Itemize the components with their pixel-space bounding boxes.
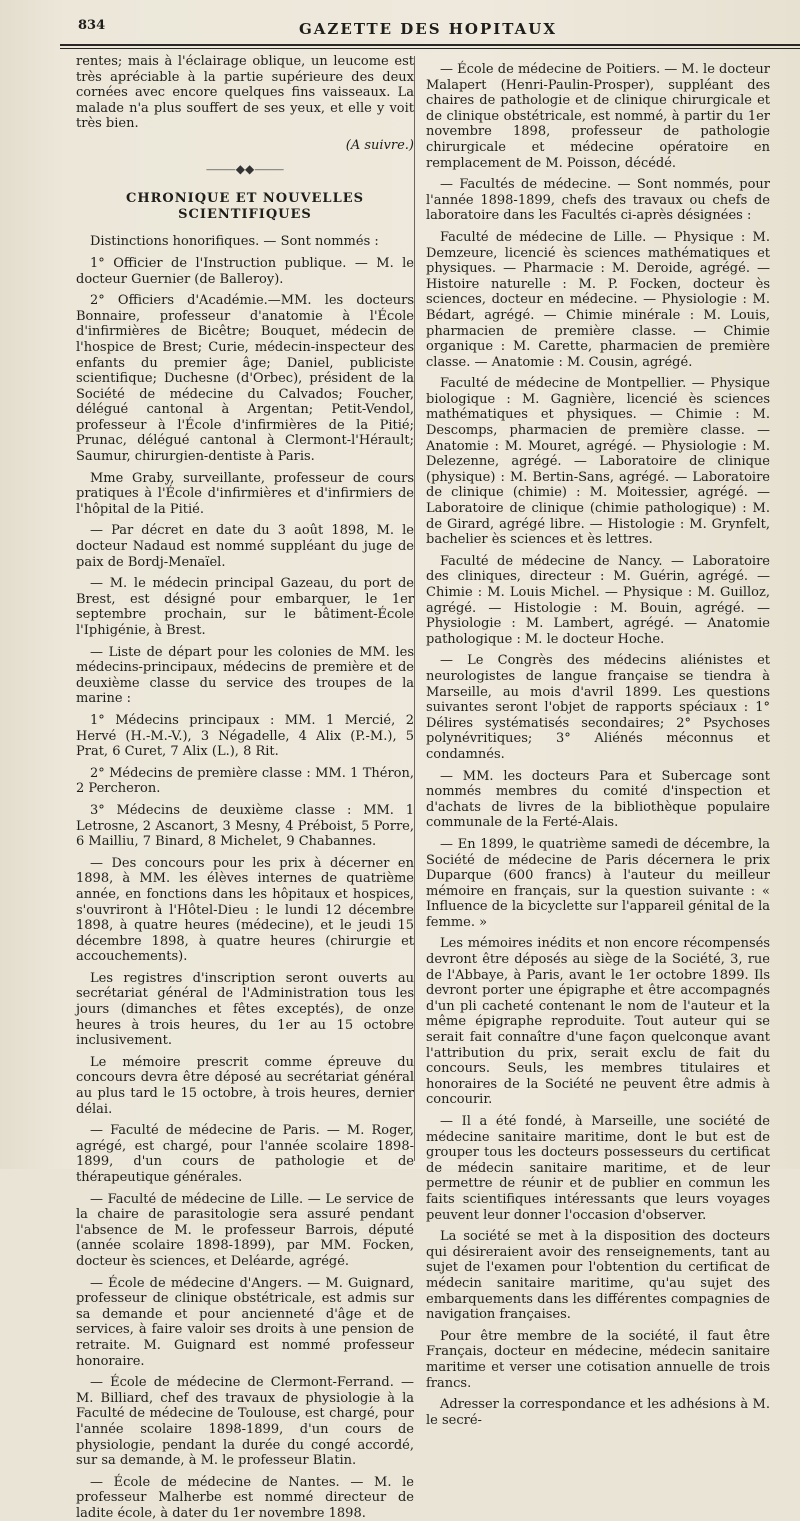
paragraph: — Liste de départ pour les colonies de MM. les médecins-principaux, médecins de première et de deuxième classe du service des troupes de la marine : xyxy=(76,644,414,707)
page-header xyxy=(58,14,798,42)
paragraph: 2° Officiers d'Académie.—MM. les docteurs Bonnaire, professeur d'anatomie à l'École d'infirmières de Bicêtre; Bouquet, médecin de l'hospice de Brest; Curie, médecin-inspecteur des enfants du premier âge; Daniel, publiciste scientifique; Duchesne (d'Orbec), président de la Société de médecine du Calvados; Foucher, délégué cantonal à Argentan; Petit-Vendol, professeur à l'École d'infirmières de la Pitié; Prunac, délégué cantonal à Clermont-l'Hérault; Saumur, chirurgien-dentiste à Paris. xyxy=(76,293,414,465)
paragraph: — École de médecine de Clermont-Ferrand. — M. Billiard, chef des travaux de physiologie à la Faculté de médecine de Toulouse, est chargé, pour l'année scolaire 1898-1899, d'un cours de physiologie, pendant la durée du congé accordé, sur sa demande, à M. le professeur Blatin. xyxy=(76,1375,414,1469)
paragraph: Faculté de médecine de Lille. — Physique : M. Demzeure, licencié ès sciences mathématiques et physiques. — Pharmacie : M. Deroide, agrégé. — Histoire naturelle : M. P. Focken, docteur ès sciences, docteur en médecine. — Physiologie : M. Bédart, agrégé. — Chimie minérale : M. Louis, pharmacien de première classe. — Chimie organique : M. Carette, pharmacien de première classe. — Anatomie : M. Cousin, agrégé. xyxy=(426,229,770,370)
to-be-continued: (A suivre.) xyxy=(345,137,414,153)
paragraph: — École de médecine de Nantes. — M. le professeur Malherbe est nommé directeur de ladite école, à dater du 1er novembre 1898. xyxy=(76,1474,414,1521)
paragraph: Mme Graby, surveillante, professeur de cours pratiques à l'École d'infirmières et d'infirmiers de l'hôpital de la Pitié. xyxy=(76,470,414,517)
paragraph: rentes; mais à l'éclairage oblique, un leucome est très apréciable à la partie supérieure des deux cornées avec encore quelques fins vaisseaux. La malade n'a plus souffert de ses yeux, et elle y voit très bien. xyxy=(76,54,414,132)
header-rule-thin xyxy=(60,48,800,49)
paragraph: Faculté de médecine de Montpellier. — Physique biologique : M. Gagnière, licencié ès sciences mathématiques et physiques. — Chimie : M. Descomps, pharmacien de première classe. — Anatomie : M. Mouret, agrégé. — Physiologie : M. Delezenne, agrégé. — Laboratoire de clinique (physique) : M. Bertin-Sans, agrégé. — Laboratoire de clinique (chimie) : M. Moitessier, agrégé. — Laboratoire de clinique (chimie pathologique) : M. de Girard, agrégé libre. — Histologie : M. Grynfelt, bachelier ès sciences et ès lettres. xyxy=(426,376,770,548)
paragraph: — Il a été fondé, à Marseille, une société de médecine sanitaire maritime, dont le but est de grouper tous les docteurs possesseurs du certificat de médecin sanitaire maritime, et de leur permettre de réunir et de publier en commun les faits scientifiques intéressants que leurs voyages peuvent leur donner l'occasion d'observer. xyxy=(426,1114,770,1223)
left-column xyxy=(76,54,414,1521)
paragraph: 3° Médecins de deuxième classe : MM. 1 Letrosne, 2 Ascanort, 3 Mesny, 4 Préboist, 5 Porre, 6 Mailliu, 7 Binard, 8 Michelet, 9 Chabannes. xyxy=(76,802,414,850)
paragraph: La société se met à la disposition des docteurs qui désireraient avoir des renseignements, tant au sujet de l'examen pour l'obtention du certificat de médecin sanitaire maritime, qu'au sujet des embarquements dans les différentes compagnies de navigation françaises. xyxy=(426,1229,770,1323)
right-column xyxy=(426,62,770,1428)
paragraph: 1° Médecins principaux : MM. 1 Mercié, 2 Hervé (H.-M.-V.), 3 Négadelle, 4 Alix (P.-M.), 5 Prat, 6 Curet, 7 Alix (L.), 8 Rit. xyxy=(76,712,414,760)
paragraph: — Des concours pour les prix à décerner en 1898, à MM. les élèves internes de quatrième année, en fonctions dans les hôpitaux et hospices, s'ouvriront à l'Hôtel-Dieu : le lundi 12 décembre 1898, à quatre heures (médecine), et le jeudi 15 décembre 1898, à quatre heures (chirurgie et accouchements). xyxy=(76,855,414,965)
header-rule xyxy=(60,44,800,46)
paragraph: Le mémoire prescrit comme épreuve du concours devra être déposé au secrétariat général au plus tard le 15 octobre, à trois heures, dernier délai. xyxy=(76,1054,414,1117)
paragraph: Faculté de médecine de Nancy. — Laboratoire des cliniques, directeur : M. Guérin, agrégé. — Chimie : M. Louis Michel. — Physique : M. Guilloz, agrégé. — Histologie : M. Bouin, agrégé. — Physiologie : M. Lambert, agrégé. — Anatomie pathologique : M. le docteur Hoche. xyxy=(426,553,770,647)
journal-title: GAZETTE DES HOPITAUX xyxy=(298,20,557,38)
paragraph: — M. le médecin principal Gazeau, du port de Brest, est désigné pour embarquer, le 1er septembre prochain, sur le bâtiment-École l'Iphigénie, à Brest. xyxy=(76,576,414,638)
paragraph: — École de médecine de Poitiers. — M. le docteur Malapert (Henri-Paulin-Prosper), suppléant des chaires de pathologie et de clinique chirurgicale et de clinique obstétricale, est nommé, à partir du 1er novembre 1898, professeur de pathologie chirurgicale et médecine opératoire en remplacement de M. Poisson, décédé. xyxy=(426,62,770,171)
paragraph: 1° Officier de l'Instruction publique. — M. le docteur Guernier (de Balleroy). xyxy=(76,255,414,287)
paragraph: — Par décret en date du 3 août 1898, M. le docteur Nadaud est nommé suppléant du juge de paix de Bordj-Menaïel. xyxy=(76,523,414,570)
paragraph: Pour être membre de la société, il faut être Français, docteur en médecine, médecin sanitaire maritime et verser une cotisation annuelle de trois francs. xyxy=(426,1328,770,1391)
column-divider xyxy=(414,56,415,1161)
paragraph: — En 1899, le quatrième samedi de décembre, la Société de médecine de Paris décernera le prix Duparque (600 francs) à l'auteur du meilleur mémoire en français, sur la question suivante : « Influence de la bicyclette sur l'appareil génital de la femme. » xyxy=(426,836,770,930)
paragraph: Adresser la correspondance et les adhésions à M. le secré- xyxy=(426,1397,770,1428)
paragraph: — MM. les docteurs Para et Subercage sont nommés membres du comité d'inspection et d'achats de livres de la bibliothèque populaire communale de la Ferté-Alais. xyxy=(426,768,770,831)
paragraph: — Faculté de médecine de Lille. — Le service de la chaire de parasitologie sera assuré pendant l'absence de M. le professeur Barrois, député (année scolaire 1898-1899), par MM. Focken, docteur ès sciences, et Deléarde, agrégé. xyxy=(76,1191,414,1269)
paragraph: 2° Médecins de première classe : MM. 1 Théron, 2 Percheron. xyxy=(76,765,414,797)
paragraph: — Facultés de médecine. — Sont nommés, pour l'année 1898-1899, chefs des travaux ou chefs de laboratoire dans les Facultés ci-après désignées : xyxy=(426,177,770,224)
ornament-divider: ⸻◆◆⸻ xyxy=(205,161,285,176)
paragraph: — École de médecine d'Angers. — M. Guignard, professeur de clinique obstétricale, est admis sur sa demande et pour ancienneté d'âge et de services, à faire valoir ses droits à une pension de retraite. M. Guignard est nommé professeur honoraire. xyxy=(76,1275,414,1369)
paragraph: — Le Congrès des médecins aliénistes et neurologistes de langue française se tiendra à Marseille, au mois d'avril 1899. Les questions suivantes seront l'objet de rapports spéciaux : 1° Délires systématisés secondaires; 2° Psychoses polynévritiques; 3° Aliénés méconnus et condamnés. xyxy=(426,653,770,762)
page-number: 834 xyxy=(78,18,106,33)
paragraph: Distinctions honorifiques. — Sont nommés : xyxy=(90,234,379,250)
section-title: CHRONIQUE ET NOUVELLES SCIENTIFIQUES xyxy=(125,191,365,222)
paragraph: — Faculté de médecine de Paris. — M. Roger, agrégé, est chargé, pour l'année scolaire 1898-1899, d'un cours de pathologie et de thérapeutique générales. xyxy=(76,1123,414,1185)
paragraph: Les mémoires inédits et non encore récompensés devront être déposés au siège de la Société, 3, rue de l'Abbaye, à Paris, avant le 1er octobre 1899. Ils devront porter une épigraphe et être accompagnés d'un pli cacheté contenant le nom de l'auteur et la même épigraphe reproduite. Tout auteur qui se serait fait connaître d'une façon quelconque avant l'attribution du prix, serait exclu de fait du concours. Seuls, les membres titulaires et honoraires de la Société ne peuvent être admis à concourir. xyxy=(426,936,770,1108)
paragraph: Les registres d'inscription seront ouverts au secrétariat général de l'Administration tous les jours (dimanches et fêtes exceptés), de onze heures à trois heures, du 1er au 15 octobre inclusivement. xyxy=(76,970,414,1049)
